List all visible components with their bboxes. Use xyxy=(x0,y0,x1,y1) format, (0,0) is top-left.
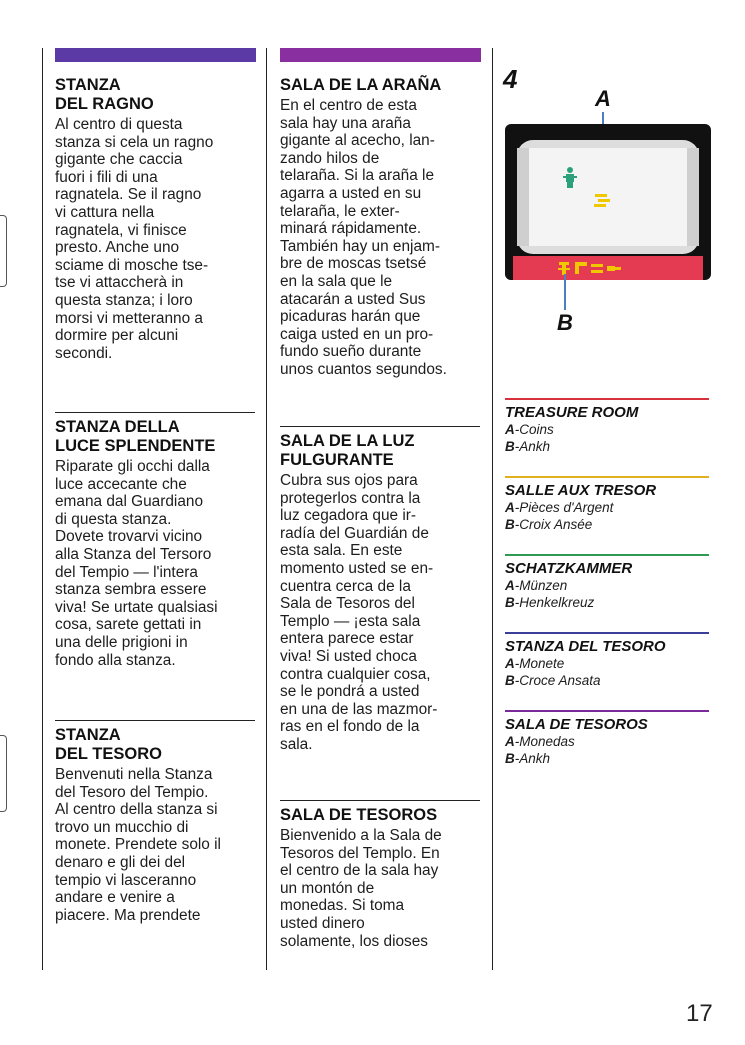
body-line: Riparate gli occhi dalla xyxy=(55,458,210,475)
legend-title: TREASURE ROOM xyxy=(505,404,639,421)
body-line: denaro e gli dei del xyxy=(55,853,186,871)
body-line: dormire per alcuni xyxy=(55,327,179,345)
legend-rule xyxy=(505,632,709,634)
legend-key: B xyxy=(505,517,515,532)
legend-entry-a xyxy=(505,421,711,438)
body-line: en la sala que le xyxy=(280,272,393,290)
body-line: tempio vi lasceranno xyxy=(55,871,197,889)
legend-entry-b xyxy=(505,672,711,689)
legend-dash: - xyxy=(514,656,520,671)
legend-key: B xyxy=(505,751,515,766)
section-title: SALA DE LA LUZ FULGURANTE xyxy=(280,432,415,469)
binding-mark xyxy=(0,735,7,812)
legend-rule xyxy=(505,554,709,556)
legend-value: Croix Ansée xyxy=(519,517,593,532)
legend-list xyxy=(505,398,711,788)
body-line: unos cuantos segundos. xyxy=(280,360,447,378)
legend-entry-a xyxy=(505,499,711,516)
section-title: SALA DE TESOROS xyxy=(280,806,438,824)
legend-dash: - xyxy=(514,422,520,437)
section-title: STANZA DEL RAGNO xyxy=(55,76,154,113)
body-line: ragnatela, vi finisce xyxy=(55,221,187,239)
section-title: STANZA DELLA LUCE SPLENDENTE xyxy=(55,418,216,455)
body-line: fondo alla stanza. xyxy=(55,651,176,669)
legend-block xyxy=(505,554,711,632)
section-stanza-della-luce xyxy=(55,418,255,669)
body-line: sala. xyxy=(280,735,313,753)
section-body xyxy=(280,97,480,379)
body-line: viva! Si usted choca xyxy=(280,647,417,665)
section-body xyxy=(280,472,480,754)
body-line: questa stanza; i loro xyxy=(55,291,193,309)
legend-value: Münzen xyxy=(519,578,568,593)
section-rule xyxy=(280,426,480,427)
body-line: radía del Guardián de xyxy=(280,524,429,542)
body-line: Dovete trovarvi vicino xyxy=(55,528,203,546)
legend-dash: - xyxy=(514,673,520,688)
legend-dash: - xyxy=(514,578,520,593)
page-number: 17 xyxy=(686,1000,713,1027)
body-line: monete. Prendete solo il xyxy=(55,836,221,854)
game-screen-figure xyxy=(503,84,713,334)
room-inner xyxy=(529,148,687,246)
body-line: usted dinero xyxy=(280,914,365,932)
column-divider xyxy=(266,48,267,970)
legend-title: SALLE AUX TRESOR xyxy=(505,482,657,499)
figure-number: 4 xyxy=(503,64,518,94)
body-line: un montón de xyxy=(280,879,375,897)
body-line: telaraña. Si la araña le xyxy=(280,167,435,185)
legend-entry-b xyxy=(505,516,711,533)
body-line: En el centro de esta xyxy=(280,97,417,114)
body-line: stanza sembra essere xyxy=(55,581,207,599)
legend-entry-b xyxy=(505,594,711,611)
section-stanza-del-tesoro xyxy=(55,726,255,924)
body-line: alla Stanza del Tersoro xyxy=(55,545,212,563)
section-title: SALA DE LA ARAÑA xyxy=(280,76,442,94)
body-line: atacarán a usted Sus xyxy=(280,290,426,308)
legend-dash: - xyxy=(514,751,520,766)
body-line: picaduras harán que xyxy=(280,308,421,326)
body-line: contra cualquier cosa, xyxy=(280,665,431,683)
legend-entry-a xyxy=(505,655,711,672)
legend-dash: - xyxy=(514,595,520,610)
body-line: sala hay una araña xyxy=(280,114,411,132)
legend-dash: - xyxy=(514,439,520,454)
body-line: monedas. Si toma xyxy=(280,897,405,915)
legend-key: B xyxy=(505,595,515,610)
body-line: emana dal Guardiano xyxy=(55,493,204,511)
body-line: momento usted se en- xyxy=(280,559,434,577)
legend-block xyxy=(505,632,711,710)
section-stanza-del-ragno xyxy=(55,76,255,362)
body-line: el centro de la sala hay xyxy=(280,862,439,880)
legend-dash: - xyxy=(514,734,520,749)
legend-entry-b xyxy=(505,750,711,767)
italian-color-bar xyxy=(55,48,256,62)
body-line: esta sala. En este xyxy=(280,542,403,560)
body-line: viva! Se urtate qualsiasi xyxy=(55,598,218,616)
legend-key: B xyxy=(505,439,515,454)
legend-title: STANZA DEL TESORO xyxy=(505,638,666,655)
legend-key: A xyxy=(505,656,515,671)
body-line: gigante al acecho, lan- xyxy=(280,132,435,150)
body-line: solamente, los dioses xyxy=(280,932,428,950)
body-line: cuentra cerca de la xyxy=(280,577,411,595)
legend-key: A xyxy=(505,500,515,515)
section-sala-de-tesoros xyxy=(280,806,480,950)
room-border-left xyxy=(517,148,529,246)
legend-dash: - xyxy=(514,500,520,515)
legend-value: Monete xyxy=(519,656,565,671)
body-line: del Tesoro del Tempio. xyxy=(55,783,209,801)
body-line: una delle prigioni in xyxy=(55,633,188,651)
column-divider xyxy=(492,48,493,970)
legend-value: Ankh xyxy=(519,751,551,766)
body-line: piacere. Ma prendete xyxy=(55,906,201,924)
body-line: en una de las mazmor- xyxy=(280,700,438,718)
spanish-color-bar xyxy=(280,48,481,62)
body-line: Benvenuti nella Stanza xyxy=(55,766,213,783)
body-line: tse vi attaccherà in xyxy=(55,274,184,292)
body-line: sciame di mosche tse- xyxy=(55,256,209,274)
body-line: Al centro della stanza si xyxy=(55,801,218,819)
body-line: entera parece estar xyxy=(280,630,414,648)
legend-entry-a xyxy=(505,577,711,594)
body-line: Templo — ¡esta sala xyxy=(280,612,421,630)
body-line: presto. Anche uno xyxy=(55,239,180,257)
section-sala-de-la-luz xyxy=(280,432,480,754)
body-line: del Tempio — l'intera xyxy=(55,563,198,581)
section-body xyxy=(280,827,480,950)
legend-entry-a xyxy=(505,733,711,750)
legend-value: Croce Ansata xyxy=(519,673,601,688)
body-line: se le pondrá a usted xyxy=(280,683,420,701)
legend-title: SCHATZKAMMER xyxy=(505,560,633,577)
section-rule xyxy=(55,412,255,413)
legend-key: A xyxy=(505,578,515,593)
body-line: di questa stanza. xyxy=(55,510,172,528)
body-line: secondi. xyxy=(55,344,113,362)
body-line: Bienvenido a la Sala de xyxy=(280,827,442,844)
body-line: caiga usted en un pro- xyxy=(280,325,434,343)
body-line: bre de moscas tsetsé xyxy=(280,255,427,273)
body-line: luce accecante che xyxy=(55,475,187,493)
legend-value: Pièces d'Argent xyxy=(519,500,614,515)
legend-value: Monedas xyxy=(519,734,575,749)
body-line: Al centro di questa xyxy=(55,116,183,133)
legend-value: Ankh xyxy=(519,439,551,454)
body-line: stanza si cela un ragno xyxy=(55,133,214,151)
body-line: ras en el fondo de la xyxy=(280,718,420,736)
body-line: cosa, sarete gettati in xyxy=(55,616,202,634)
legend-block xyxy=(505,476,711,554)
section-title: STANZA DEL TESORO xyxy=(55,726,162,763)
body-line: Cubra sus ojos para xyxy=(280,472,418,489)
body-line: Tesoros del Templo. En xyxy=(280,844,440,862)
body-line: zando hilos de xyxy=(280,149,380,167)
room-border-right xyxy=(687,148,699,246)
body-line: luz cegadora que ir- xyxy=(280,507,417,525)
section-body xyxy=(55,766,255,924)
label-b: B xyxy=(557,310,573,334)
legend-value: Henkelkreuz xyxy=(519,595,595,610)
section-sala-de-la-arana xyxy=(280,76,480,379)
section-body xyxy=(55,458,255,669)
legend-rule xyxy=(505,476,709,478)
label-a: A xyxy=(595,86,611,111)
body-line: También hay un enjam- xyxy=(280,237,440,255)
body-line: vi cattura nella xyxy=(55,203,155,221)
body-line: fundo sueño durante xyxy=(280,343,422,361)
body-line: agarra a usted en su xyxy=(280,184,422,202)
body-line: protegerlos contra la xyxy=(280,489,421,507)
legend-key: A xyxy=(505,734,515,749)
body-line: minará rápidamente. xyxy=(280,220,422,238)
body-line: ragnatela. Se il ragno xyxy=(55,186,202,204)
section-body xyxy=(55,116,255,362)
body-line: morsi vi metteranno a xyxy=(55,309,203,327)
body-line: telaraña, le exter- xyxy=(280,202,400,220)
legend-rule xyxy=(505,710,709,712)
legend-title: SALA DE TESOROS xyxy=(505,716,648,733)
column-divider xyxy=(42,48,43,970)
section-rule xyxy=(280,800,480,801)
body-line: gigante che caccia xyxy=(55,151,183,169)
legend-entry-b xyxy=(505,438,711,455)
legend-key: B xyxy=(505,673,515,688)
binding-mark xyxy=(0,215,7,287)
body-line: andare e venire a xyxy=(55,889,175,907)
body-line: trovo un mucchio di xyxy=(55,818,189,836)
body-line: fuori i fili di una xyxy=(55,168,158,186)
section-rule xyxy=(55,720,255,721)
legend-dash: - xyxy=(514,517,520,532)
body-line: Sala de Tesoros del xyxy=(280,595,415,613)
legend-block xyxy=(505,398,711,476)
legend-rule xyxy=(505,398,709,400)
legend-value: Coins xyxy=(519,422,554,437)
legend-key: A xyxy=(505,422,515,437)
legend-block xyxy=(505,710,711,788)
